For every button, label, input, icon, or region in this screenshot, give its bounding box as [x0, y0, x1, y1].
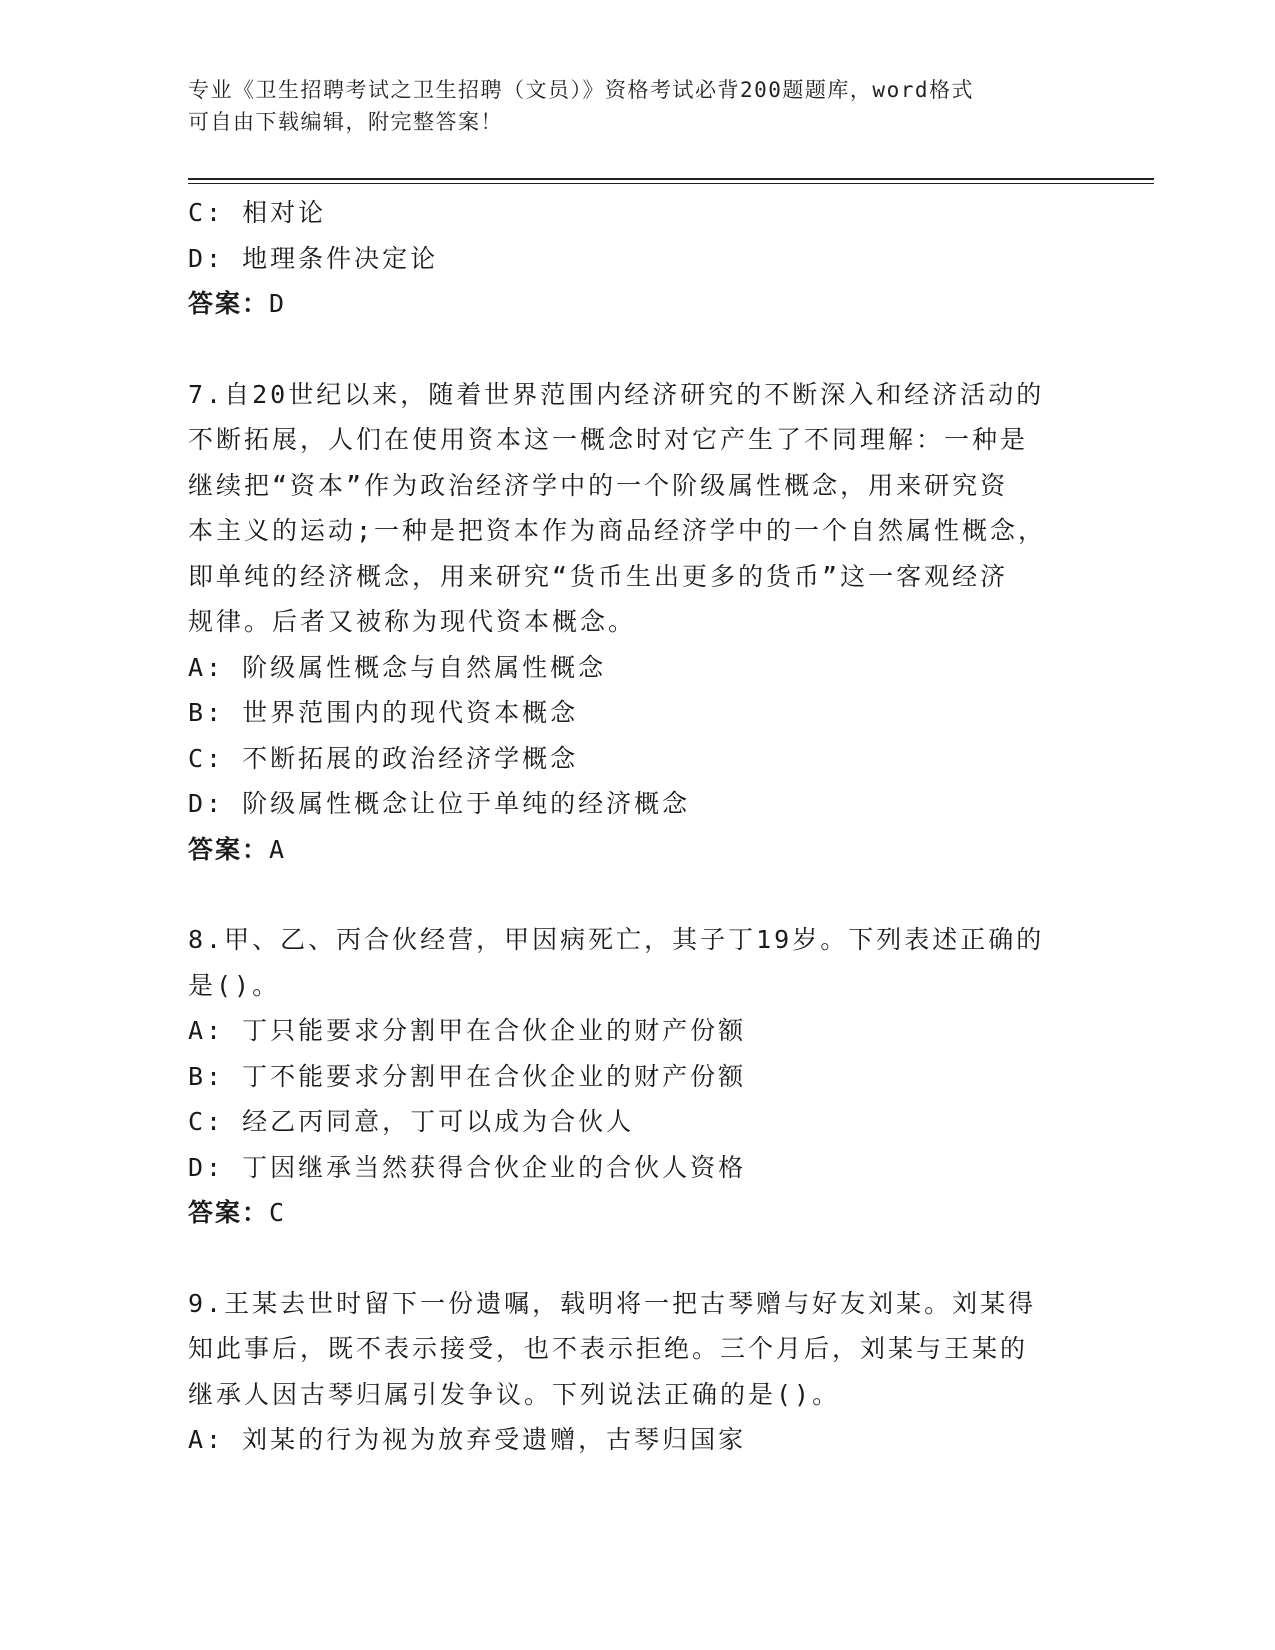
option-d: D: 阶级属性概念让位于单纯的经济概念: [188, 789, 691, 818]
spacer: [188, 327, 1088, 372]
spacer: [188, 872, 1088, 917]
option-c: C: 经乙丙同意，丁可以成为合伙人: [188, 1107, 635, 1136]
header-title-line-1: 专业《卫生招聘考试之卫生招聘（文员）》资格考试必背200题题库，word格式: [188, 78, 974, 102]
header-divider-thick: [188, 178, 1154, 180]
document-header: [188, 74, 1068, 138]
option-b: B: 世界范围内的现代资本概念: [188, 698, 579, 727]
question-stem-line: 9.王某去世时留下一份遗嘱，载明将一把古琴赠与好友刘某。刘某得: [188, 1288, 1037, 1318]
question-8: [188, 917, 1088, 1236]
question-stem-line: 8.甲、乙、丙合伙经营，甲因病死亡，其子丁19岁。下列表述正确的: [188, 925, 1045, 954]
option-d: D: 地理条件决定论: [188, 243, 439, 273]
answer-line: [188, 281, 1088, 327]
document-body: [188, 190, 1088, 1463]
question-stem-line: 本主义的运动;一种是把资本作为商品经济学中的一个自然属性概念，: [188, 516, 1047, 545]
answer-value: A: [269, 834, 287, 864]
spacer: [188, 1236, 1088, 1281]
question-stem-line: 不断拓展，人们在使用资本这一概念时对它产生了不同理解：一种是: [188, 425, 1029, 454]
option-d: D: 丁因继承当然获得合伙企业的合伙人资格: [188, 1152, 747, 1182]
question-stem-line: 是()。: [188, 970, 281, 1000]
option-a: A: 丁只能要求分割甲在合伙企业的财产份额: [188, 1016, 747, 1045]
question-stem-line: 继续把“资本”作为政治经济学中的一个阶级属性概念，用来研究资: [188, 470, 1009, 500]
question-stem-line: 规律。后者又被称为现代资本概念。: [188, 607, 637, 636]
question-7: [188, 372, 1088, 873]
prev-question-block: [188, 190, 1088, 327]
answer-label: 答案：: [188, 834, 270, 864]
answer-line: [188, 827, 1088, 873]
option-c: C: 相对论: [188, 198, 327, 227]
answer-line: [188, 1190, 1088, 1236]
header-divider-thin: [188, 183, 1154, 184]
question-stem-line: 继承人因古琴归属引发争议。下列说法正确的是()。: [188, 1379, 841, 1409]
option-b: B: 丁不能要求分割甲在合伙企业的财产份额: [188, 1061, 747, 1091]
answer-label: 答案：: [188, 1198, 270, 1227]
question-stem-line: 知此事后，既不表示接受，也不表示拒绝。三个月后，刘某与王某的: [188, 1334, 1029, 1363]
option-a: A: 阶级属性概念与自然属性概念: [188, 652, 607, 682]
option-a: A: 刘某的行为视为放弃受遗赠，古琴归国家: [188, 1425, 747, 1454]
option-c: C: 不断拓展的政治经济学概念: [188, 743, 579, 773]
question-stem-line: 即单纯的经济概念，用来研究“货币生出更多的货币”这一客观经济: [188, 561, 1009, 591]
question-9: [188, 1281, 1088, 1463]
answer-value: C: [269, 1198, 287, 1227]
header-title-line-2: 可自由下载编辑，附完整答案！: [188, 110, 503, 134]
answer-label: 答案：: [188, 289, 270, 318]
question-stem-line: 7.自20世纪以来，随着世界范围内经济研究的不断深入和经济活动的: [188, 379, 1045, 409]
answer-value: D: [269, 289, 287, 318]
